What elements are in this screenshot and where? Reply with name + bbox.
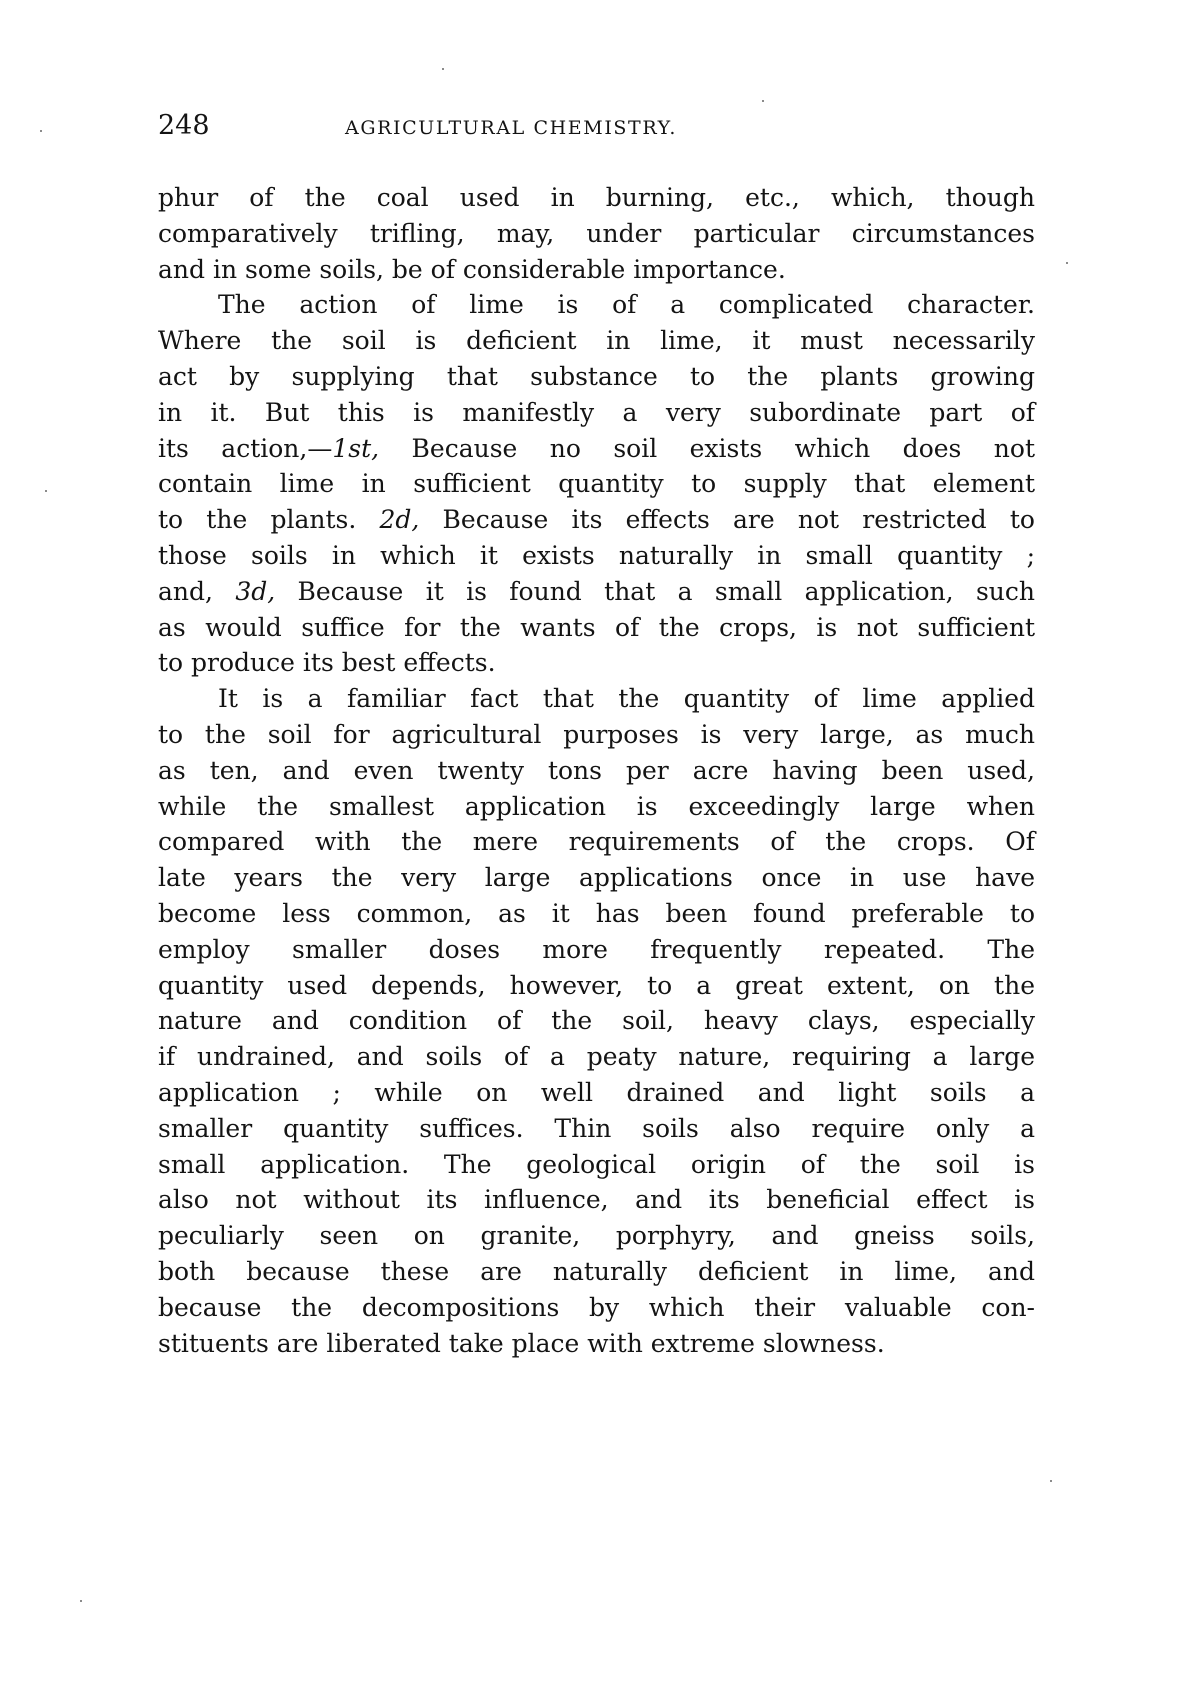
text-line [158, 1182, 1035, 1218]
text-line [158, 1254, 1035, 1290]
text-segment: to the soil for agricultural purposes is very large, as much [158, 719, 1035, 749]
text-line [158, 287, 1035, 323]
text-line [158, 1075, 1035, 1111]
text-line [158, 1003, 1035, 1039]
text-line [158, 968, 1035, 1004]
running-title: AGRICULTURAL CHEMISTRY. [345, 117, 677, 139]
italic-text: 1st, [332, 433, 380, 463]
text-line [158, 610, 1035, 646]
scan-speck [442, 68, 444, 70]
text-line [158, 216, 1035, 252]
text-segment: application ; while on well drained and light soils a [158, 1077, 1035, 1107]
text-line [158, 1147, 1035, 1183]
text-line [158, 860, 1035, 896]
text-line [158, 431, 1035, 467]
text-line [158, 896, 1035, 932]
italic-text: 2d, [379, 505, 420, 535]
text-segment: act by supplying that substance to the plants growing [158, 361, 1035, 391]
text-line [158, 502, 1035, 538]
text-segment: and in some soils, be of considerable importance. [158, 254, 786, 284]
body-text [158, 180, 1035, 1361]
text-segment: as ten, and even twenty tons per acre having been used, [158, 755, 1035, 785]
text-line [158, 1218, 1035, 1254]
scan-speck [762, 100, 764, 102]
text-segment: employ smaller doses more frequently repeated. The [158, 934, 1035, 964]
text-line [158, 180, 1035, 216]
text-line [158, 753, 1035, 789]
text-segment: small application. The geological origin of the soil is [158, 1149, 1035, 1179]
scan-speck [1050, 1480, 1052, 1482]
text-segment: and, [158, 576, 236, 606]
text-segment: while the smallest application is exceedingly large when [158, 791, 1035, 821]
text-segment: both because these are naturally deficient in lime, and [158, 1256, 1035, 1286]
scan-speck [1066, 262, 1068, 264]
text-line [158, 1326, 1035, 1362]
text-segment: Because it is found that a small application, such [275, 576, 1036, 606]
text-line [158, 359, 1035, 395]
text-line [158, 395, 1035, 431]
text-segment: comparatively trifling, may, under particular circumstances [158, 218, 1035, 248]
text-segment: to produce its best effects. [158, 648, 496, 678]
text-segment: quantity used depends, however, to a great extent, on the [158, 970, 1035, 1000]
text-segment: compared with the mere requirements of the crops. Of [158, 827, 1035, 857]
text-line [158, 538, 1035, 574]
text-line [158, 1111, 1035, 1147]
text-line [158, 252, 1035, 288]
text-segment: also not without its influence, and its beneficial effect is [158, 1185, 1035, 1215]
text-line [158, 932, 1035, 968]
text-segment: stituents are liberated take place with extreme slowness. [158, 1328, 885, 1358]
text-segment: nature and condition of the soil, heavy clays, especially [158, 1006, 1035, 1036]
scan-speck [80, 1600, 82, 1602]
text-segment: Because no soil exists which does not [379, 433, 1035, 463]
italic-text: 3d, [235, 576, 276, 606]
text-line [158, 681, 1035, 717]
text-segment: contain lime in sufficient quantity to supply that element [158, 469, 1035, 499]
scan-speck [45, 490, 47, 492]
text-segment: Because its effects are not restricted to [419, 505, 1035, 535]
text-segment: because the decompositions by which their valuable con- [158, 1292, 1035, 1322]
text-segment: Where the soil is deficient in lime, it must necessarily [158, 326, 1035, 356]
text-segment: phur of the coal used in burning, etc., which, though [158, 183, 1035, 212]
text-segment: smaller quantity suffices. Thin soils also require only a [158, 1113, 1035, 1143]
text-segment: late years the very large applications once in use have [158, 863, 1035, 893]
text-line [158, 789, 1035, 825]
text-line [158, 717, 1035, 753]
text-line [158, 466, 1035, 502]
text-segment: if undrained, and soils of a peaty nature, requiring a large [158, 1042, 1035, 1072]
text-segment: those soils in which it exists naturally in small quantity ; [158, 540, 1035, 570]
text-segment: as would suffice for the wants of the crops, is not sufficient [158, 612, 1035, 642]
text-line [158, 645, 1035, 681]
page-number: 248 [158, 110, 210, 141]
text-segment: its action,— [158, 433, 333, 463]
text-segment: It is a familiar fact that the quantity of lime applied [218, 684, 1035, 714]
text-segment: to the plants. [158, 505, 380, 535]
text-line [158, 1039, 1035, 1075]
text-line [158, 824, 1035, 860]
text-segment: in it. But this is manifestly a very subordinate part of [158, 397, 1035, 427]
scan-speck [40, 130, 42, 132]
text-segment: become less common, as it has been found preferable to [158, 898, 1035, 928]
text-line [158, 1290, 1035, 1326]
text-segment: peculiarly seen on granite, porphyry, and gneiss soils, [158, 1221, 1035, 1251]
text-line [158, 323, 1035, 359]
text-line [158, 574, 1035, 610]
text-segment: The action of lime is of a complicated character. [218, 290, 1035, 320]
